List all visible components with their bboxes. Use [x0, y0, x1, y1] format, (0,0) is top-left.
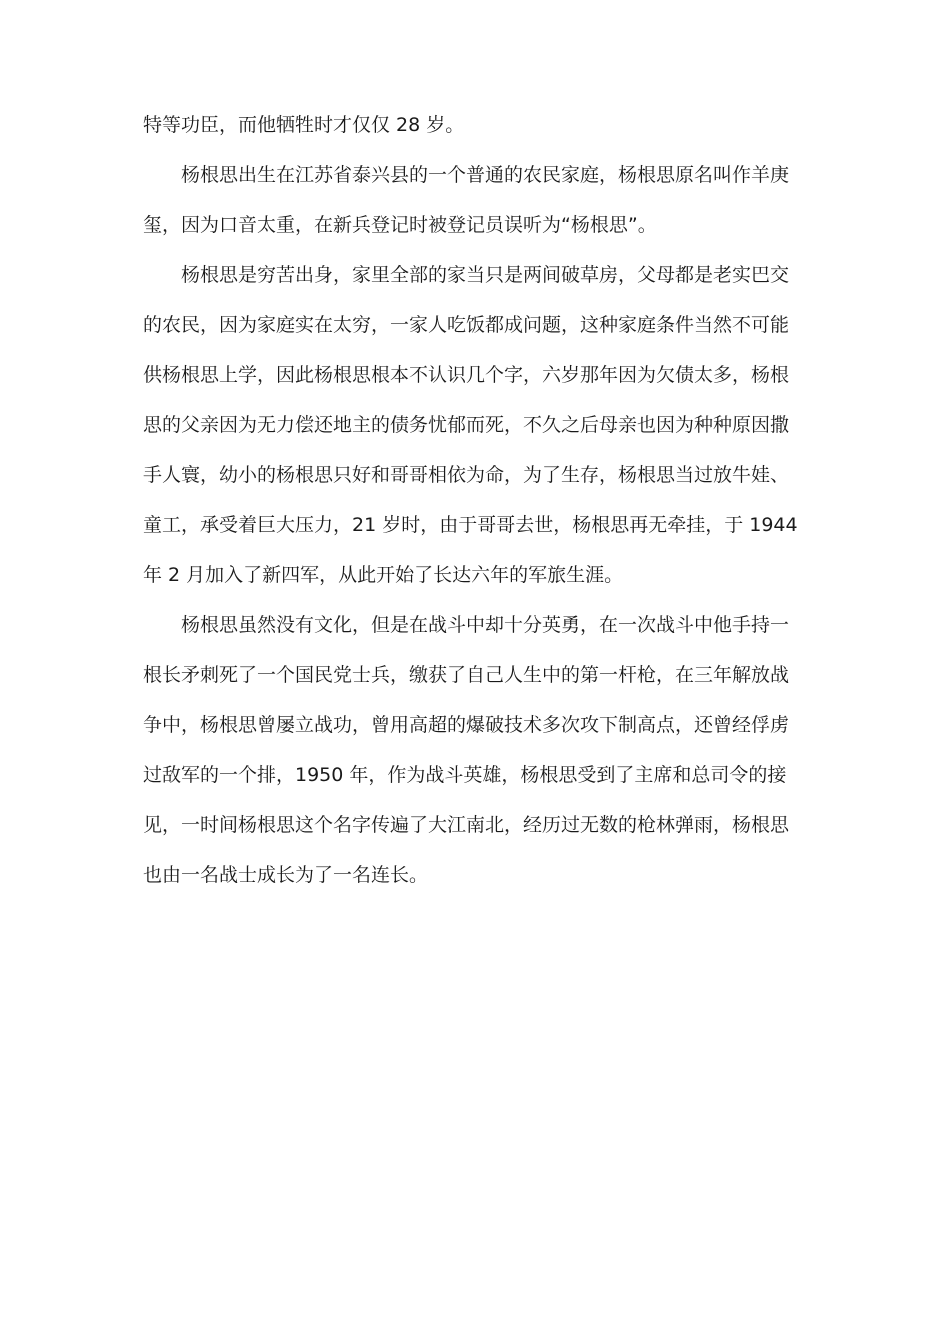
text-line: 过敌军的一个排，1950 年，作为战斗英雄，杨根思受到了主席和总司令的接 — [143, 764, 787, 786]
text-line: 年 2 月加入了新四军，从此开始了长达六年的军旅生涯。 — [143, 564, 624, 586]
text-line: 见，一时间杨根思这个名字传遍了大江南北，经历过无数的枪林弹雨，杨根思 — [143, 814, 790, 836]
text-line: 的农民，因为家庭实在太穷，一家人吃饭都成问题，这种家庭条件当然不可能 — [143, 314, 790, 336]
text-line: 供杨根思上学，因此杨根思根本不认识几个字，六岁那年因为欠债太多，杨根 — [143, 364, 790, 386]
body-text — [143, 100, 798, 900]
text-line: 特等功臣，而他牺牲时才仅仅 28 岁。 — [143, 114, 465, 136]
text-line: 根长矛刺死了一个国民党士兵，缴获了自己人生中的第一杆枪，在三年解放战 — [143, 664, 790, 686]
text-line: 思的父亲因为无力偿还地主的债务忧郁而死，不久之后母亲也因为种种原因撒 — [143, 414, 790, 436]
text-line: 手人寰，幼小的杨根思只好和哥哥相依为命，为了生存，杨根思当过放牛娃、 — [143, 464, 790, 486]
paragraph-first-line: 杨根思虽然没有文化，但是在战斗中却十分英勇，在一次战斗中他手持一 — [181, 614, 790, 636]
text-line: 童工，承受着巨大压力，21 岁时，由于哥哥去世，杨根思再无牵挂，于 1944 — [143, 514, 798, 536]
paragraph-first-line: 杨根思是穷苦出身，家里全部的家当只是两间破草房，父母都是老实巴交 — [181, 264, 790, 286]
text-line: 玺，因为口音太重，在新兵登记时被登记员误听为“杨根思”。 — [143, 214, 657, 236]
text-line: 争中，杨根思曾屡立战功，曾用高超的爆破技术多次攻下制高点，还曾经俘虏 — [143, 714, 790, 736]
paragraph-first-line: 杨根思出生在江苏省泰兴县的一个普通的农民家庭，杨根思原名叫作羊庚 — [181, 164, 790, 186]
text-line: 也由一名战士成长为了一名连长。 — [143, 864, 429, 886]
